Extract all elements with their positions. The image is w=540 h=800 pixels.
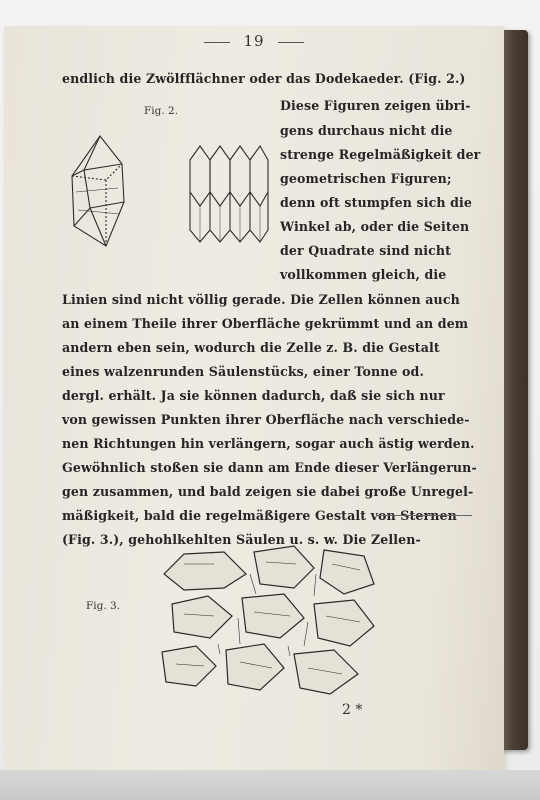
text-line-16: nen Richtungen hin verlängern, sogar auch ästig werden. (62, 436, 475, 451)
fig3-caption: Fig. 3. (86, 600, 121, 612)
dodecahedron-figure (62, 130, 132, 250)
text-line-14: dergl. erhält. Ja sie können dadurch, daß sie sich nur (62, 388, 445, 403)
header-rule-left (204, 42, 230, 43)
text-line-10: Linien sind nicht völlig gerade. Die Zellen können auch (62, 292, 460, 307)
text-line-11: an einem Theile ihrer Oberfläche gekrümmt und an dem (62, 316, 469, 331)
text-line-18: gen zusammen, und bald zeigen sie dabei große Unregel- (62, 484, 474, 499)
text-line-19: mäßigkeit, bald die regelmäßigere Gestalt von Sternen (62, 508, 457, 523)
hexagonal-cells-figure (184, 138, 274, 246)
text-line-2: Diese Figuren zeigen übri- (280, 98, 471, 113)
text-line-17: Gewöhnlich stoßen sie dann am Ende dieser Verlängerun- (62, 460, 477, 475)
text-line-15: von gewissen Punkten ihrer Oberfläche nach verschiede- (62, 412, 470, 427)
text-line-5: geometrischen Figuren; (280, 171, 452, 186)
text-line-1: endlich die Zwölfflächner oder das Dodekaeder. (Fig. 2.) (62, 71, 466, 86)
fig2-caption: Fig. 2. (144, 105, 179, 117)
text-line-4: strenge Regelmäßigkeit der (280, 147, 481, 162)
text-line-20: (Fig. 3.), gehohlkehlten Säulen u. s. w. Die Zellen- (62, 532, 421, 547)
page-number: 19 (243, 32, 265, 50)
text-line-6: denn oft stumpfen sich die (280, 195, 472, 210)
text-line-3: gens durchaus nicht die (280, 123, 453, 138)
book-page (4, 26, 504, 770)
text-line-9: vollkommen gleich, die (280, 267, 447, 282)
header-rule-right (278, 42, 304, 43)
text-line-7: Winkel ab, oder die Seiten (280, 219, 470, 234)
text-line-8: der Quadrate sind nicht (280, 243, 452, 258)
book-binding (500, 30, 528, 750)
table-surface (0, 770, 540, 800)
page-header (4, 32, 504, 50)
signature-mark: 2 * (342, 702, 363, 718)
text-line-12: andern eben sein, wodurch die Zelle z. B. die Gestalt (62, 340, 440, 355)
stellate-cells-figure (154, 534, 384, 704)
handwritten-underline (376, 515, 472, 516)
text-line-13: eines walzenrunden Säulenstücks, einer Tonne od. (62, 364, 424, 379)
